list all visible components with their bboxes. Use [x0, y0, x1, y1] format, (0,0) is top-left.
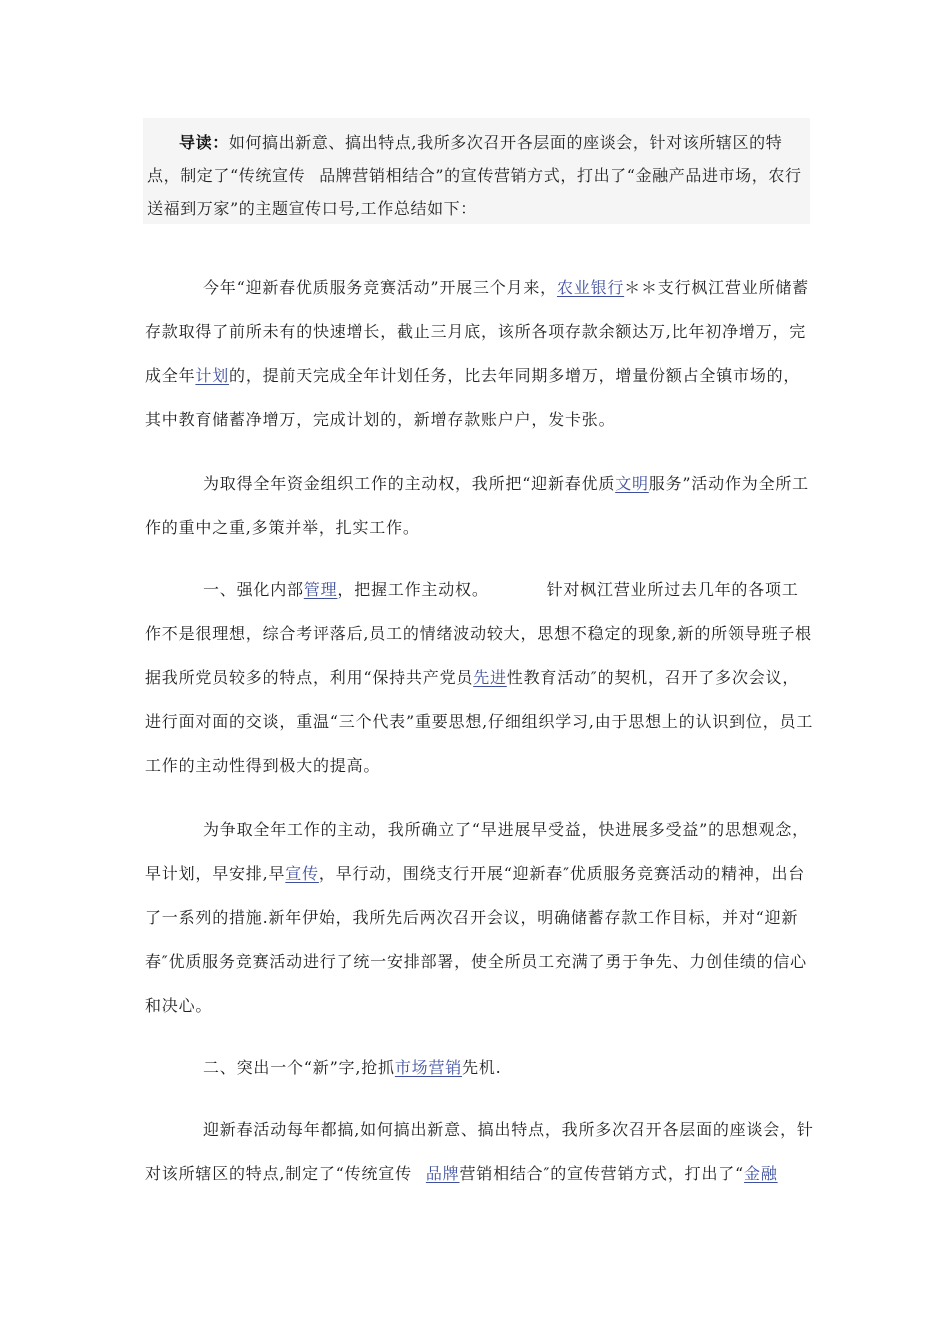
p3-text-a: 一、强化内部 [203, 580, 304, 599]
p1-text-b: ＊＊支行枫江营业所储蓄存款取得了前所未有的快速增长，截止三月底，该所各项存款余额达万,比年初净增万，完成全年 [145, 278, 809, 385]
paragraph-3 [145, 568, 815, 788]
p6-text-a: 迎新春活动每年都搞,如何搞出新意、搞出特点，我所多次召开各层面的座谈会，针对该所辖区的特点,制定了“传统宣传 [145, 1120, 814, 1183]
intro-text-part-a: 如何搞出新意、搞出特点,我所多次召开各层面的座谈会，针对该所辖区的特点，制定了“传统宣传 [147, 133, 783, 185]
p4-text-b: ，早行动，围绕支行开展“迎新春″优质服务竞赛活动的精神，出台了一系列的措施.新年伊始，我所先后两次召开会议，明确储蓄存款工作目标，并对“迎新春″优质服务竞赛活动进行了统一安排部署，使全所员工充满了勇于争先、力创佳绩的信心和决心。 [145, 864, 807, 1015]
p3-text-d: 性教育活动″的契机，召开了多次会议，进行面对面的交谈，重温“三个代表”重要思想,仔细组织学习,由于思想上的认识到位，员工工作的主动性得到极大的提高。 [145, 668, 814, 775]
link-marketing[interactable]: 市场营销 [394, 1058, 463, 1077]
paragraph-5 [145, 1046, 815, 1090]
p3-text-c: 针对枫江营业所过去几年的各项工作不是很理想，综合考评落后,员工的情绪波动较大，思想不稳定的现象,新的所领导班子根据我所党员较多的特点，利用“保持共产党员 [145, 580, 812, 687]
p5-text-b: 先机. [462, 1058, 502, 1077]
link-brand[interactable]: 品牌 [425, 1164, 460, 1183]
p1-text-c: 的，提前天完成全年计划任务，比去年同期多增万，增量份额占全镇市场的，其中教育储蓄净增万，完成计划的，新增存款账户户，发卡张。 [145, 366, 801, 429]
intro-text-part-b: 品牌营销相结合”的宣传营销方式，打出了“金融产品进市场，农行送福到万家”的主题宣传口号,工作总结如下： [147, 166, 802, 218]
p5-text-a: 二、突出一个“新”字,抢抓 [203, 1058, 395, 1077]
link-finance[interactable]: 金融 [744, 1164, 778, 1183]
paragraph-6 [145, 1108, 815, 1196]
p6-text-b: 营销相结合″的宣传营销方式，打出了“ [459, 1164, 745, 1183]
link-civilized[interactable]: 文明 [615, 474, 649, 493]
p1-text-a: 今年“迎新春优质服务竞赛活动”开展三个月来， [203, 278, 557, 297]
intro-lead-label: 导读： [179, 133, 229, 152]
link-management[interactable]: 管理 [303, 580, 338, 599]
link-advanced[interactable]: 先进 [473, 668, 507, 687]
intro-paragraph [143, 118, 810, 225]
paragraph-1 [145, 266, 815, 442]
p2-text-b: 服务”活动作为全所工作的重中之重,多策并举，扎实工作。 [145, 474, 809, 537]
p3-text-b: ，把握工作主动权。 [337, 580, 489, 599]
paragraph-2 [145, 462, 815, 550]
p4-text-a: 为争取全年工作的主动，我所确立了“早进展早受益，快进展多受益”的思想观念，早计划，早安排,早 [145, 820, 809, 883]
p2-text-a: 为取得全年资金组织工作的主动权，我所把“迎新春优质 [203, 474, 616, 493]
link-plan[interactable]: 计划 [195, 366, 230, 385]
link-agricultural-bank[interactable]: 农业银行 [556, 278, 625, 297]
paragraph-4 [145, 808, 815, 1028]
link-publicity[interactable]: 宣传 [285, 864, 319, 883]
intro-summary-box [143, 118, 810, 224]
